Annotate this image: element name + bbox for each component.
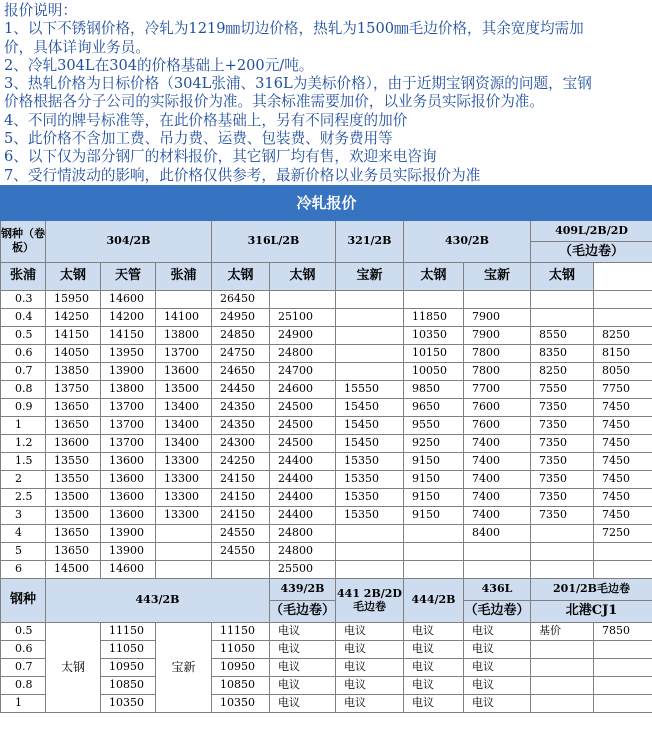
price-cell bbox=[156, 542, 212, 560]
price-cell: 7350 bbox=[531, 452, 594, 470]
note-line: 价，具体详询业务员。 bbox=[4, 38, 150, 56]
note-line: 5、此价格不含加工费、吊力费、运费、包装费、财务费用等 bbox=[4, 130, 393, 148]
price-cell: 13400 bbox=[156, 416, 212, 434]
note-line: 报价说明： bbox=[4, 2, 77, 19]
price-cell: 10150 bbox=[404, 344, 464, 362]
price-cell bbox=[594, 676, 652, 694]
price-cell: 7450 bbox=[594, 398, 652, 416]
note-line: 2、冷轧304L在304的价格基础上+200元/吨。 bbox=[4, 56, 314, 74]
price-cell: 7350 bbox=[531, 488, 594, 506]
table-row bbox=[1, 452, 652, 470]
price-cell: 基价 bbox=[531, 622, 594, 640]
price-cell: 10350 bbox=[101, 694, 156, 712]
price-cell: 电议 bbox=[336, 640, 404, 658]
price-cell: 11150 bbox=[101, 622, 156, 640]
price-cell: 14600 bbox=[101, 560, 156, 578]
grade-441: 441 2B/2D 毛边卷 bbox=[336, 578, 404, 622]
price-cell: 8250 bbox=[531, 362, 594, 380]
price-cell: 电议 bbox=[464, 658, 531, 676]
price-cell: 电议 bbox=[404, 640, 464, 658]
price-cell: 9650 bbox=[404, 398, 464, 416]
grade-436: 436L bbox=[464, 578, 531, 600]
table-row bbox=[1, 560, 652, 578]
price-cell bbox=[594, 560, 652, 578]
mill-header: 太钢 bbox=[212, 262, 270, 290]
price-cell: 7600 bbox=[464, 398, 531, 416]
price-cell: 15350 bbox=[336, 470, 404, 488]
price-cell: 24850 bbox=[212, 326, 270, 344]
price-cell: 电议 bbox=[404, 694, 464, 712]
price-cell: 13400 bbox=[156, 398, 212, 416]
price-cell bbox=[594, 290, 652, 308]
price-cell: 14500 bbox=[46, 560, 101, 578]
price-cell: 7400 bbox=[464, 434, 531, 452]
price-cell: 13500 bbox=[46, 488, 101, 506]
price-cell bbox=[270, 290, 336, 308]
table-row bbox=[1, 308, 652, 326]
price-cell: 24800 bbox=[270, 542, 336, 560]
price-cell: 25100 bbox=[270, 308, 336, 326]
price-cell: 10050 bbox=[404, 362, 464, 380]
price-cell: 9150 bbox=[404, 488, 464, 506]
price-cell: 电议 bbox=[270, 658, 336, 676]
price-cell: 13700 bbox=[101, 398, 156, 416]
price-cell: 7800 bbox=[464, 362, 531, 380]
price-cell bbox=[464, 542, 531, 560]
table-row bbox=[1, 524, 652, 542]
price-cell: 24300 bbox=[212, 434, 270, 452]
note-line: 6、以下仅为部分钢厂的材料报价，其它钢厂均有售，欢迎来电咨询 bbox=[4, 148, 437, 166]
mill-header: 太钢 bbox=[270, 262, 336, 290]
price-cell bbox=[336, 326, 404, 344]
thickness-cell: 0.5 bbox=[1, 326, 46, 344]
price-cell: 14600 bbox=[101, 290, 156, 308]
notes bbox=[0, 0, 652, 185]
price-cell: 电议 bbox=[336, 658, 404, 676]
grade-label: 钢种（卷板） bbox=[1, 220, 46, 262]
price-cell: 8550 bbox=[531, 326, 594, 344]
table-row bbox=[1, 290, 652, 308]
mill-label: 宝新 bbox=[156, 622, 212, 712]
price-cell bbox=[156, 290, 212, 308]
price-cell: 13900 bbox=[101, 524, 156, 542]
price-cell: 9150 bbox=[404, 506, 464, 524]
price-cell: 9850 bbox=[404, 380, 464, 398]
price-cell: 9250 bbox=[404, 434, 464, 452]
price-cell: 24400 bbox=[270, 452, 336, 470]
price-cell: 7450 bbox=[594, 416, 652, 434]
price-cell: 13650 bbox=[46, 398, 101, 416]
price-cell: 24250 bbox=[212, 452, 270, 470]
price-cell: 24450 bbox=[212, 380, 270, 398]
note-line: 价格根据各分子公司的实际报价为准。其余标准需要加价，以业务员实际报价为准。 bbox=[4, 93, 544, 111]
thickness-cell: 4 bbox=[1, 524, 46, 542]
price-cell bbox=[531, 560, 594, 578]
price-cell: 7400 bbox=[464, 452, 531, 470]
note-line: 3、热轧价格为日标价格（304L张浦、316L为美标价格），由于近期宝钢资源的问题，宝钢 bbox=[4, 75, 592, 93]
thickness-cell: 6 bbox=[1, 560, 46, 578]
price-cell: 7350 bbox=[531, 506, 594, 524]
price-cell: 13900 bbox=[101, 542, 156, 560]
price-cell: 24800 bbox=[270, 524, 336, 542]
price-cell bbox=[531, 542, 594, 560]
table-row bbox=[1, 416, 652, 434]
mill-header: 宝新 bbox=[336, 262, 404, 290]
price-cell: 8400 bbox=[464, 524, 531, 542]
price-cell bbox=[594, 640, 652, 658]
price-cell bbox=[156, 560, 212, 578]
table-row bbox=[1, 362, 652, 380]
price-cell: 7900 bbox=[464, 308, 531, 326]
price-cell: 电议 bbox=[464, 640, 531, 658]
thickness-cell: 1 bbox=[1, 416, 46, 434]
price-cell: 13650 bbox=[46, 524, 101, 542]
price-cell bbox=[531, 308, 594, 326]
price-cell: 14200 bbox=[101, 308, 156, 326]
price-cell: 8150 bbox=[594, 344, 652, 362]
price-cell: 7400 bbox=[464, 470, 531, 488]
price-cell: 15950 bbox=[46, 290, 101, 308]
thickness-cell: 0.8 bbox=[1, 380, 46, 398]
price-cell: 7450 bbox=[594, 470, 652, 488]
price-cell: 电议 bbox=[464, 622, 531, 640]
price-cell: 电议 bbox=[270, 676, 336, 694]
mill-header: 太钢 bbox=[46, 262, 101, 290]
price-cell: 24400 bbox=[270, 506, 336, 524]
thickness-cell: 0.9 bbox=[1, 398, 46, 416]
price-cell: 10950 bbox=[101, 658, 156, 676]
mill-label: 太钢 bbox=[46, 622, 101, 712]
grade-444: 444/2B bbox=[404, 578, 464, 622]
mill-header: 太钢 bbox=[404, 262, 464, 290]
thickness-cell: 0.8 bbox=[1, 676, 46, 694]
price-cell: 电议 bbox=[404, 676, 464, 694]
price-cell: 13400 bbox=[156, 434, 212, 452]
note-line: 7、受行情波动的影响，此价格仅供参考，最新价格以业务员实际报价为准 bbox=[4, 166, 481, 184]
price-cell bbox=[336, 362, 404, 380]
mill-header: 天管 bbox=[101, 262, 156, 290]
price-cell bbox=[404, 560, 464, 578]
price-cell: 7600 bbox=[464, 416, 531, 434]
price-cell: 24550 bbox=[212, 524, 270, 542]
price-cell: 13800 bbox=[156, 326, 212, 344]
price-cell: 13700 bbox=[101, 434, 156, 452]
grade-409: 409L/2B/2D bbox=[531, 220, 652, 241]
price-cell: 24650 bbox=[212, 362, 270, 380]
price-cell: 14250 bbox=[46, 308, 101, 326]
price-cell: 24950 bbox=[212, 308, 270, 326]
price-cell bbox=[594, 658, 652, 676]
thickness-cell: 0.7 bbox=[1, 658, 46, 676]
price-cell: 电议 bbox=[270, 640, 336, 658]
table-row bbox=[1, 506, 652, 524]
table-title: 冷轧报价 bbox=[1, 185, 652, 220]
price-cell: 13650 bbox=[46, 542, 101, 560]
price-cell: 15350 bbox=[336, 488, 404, 506]
price-cell: 13800 bbox=[101, 380, 156, 398]
thickness-cell: 0.6 bbox=[1, 344, 46, 362]
price-cell bbox=[531, 694, 594, 712]
price-cell: 电议 bbox=[336, 694, 404, 712]
price-cell: 25500 bbox=[270, 560, 336, 578]
mill-header: 张浦 bbox=[1, 262, 46, 290]
thickness-cell: 2.5 bbox=[1, 488, 46, 506]
price-cell: 24550 bbox=[212, 542, 270, 560]
price-cell: 13700 bbox=[101, 416, 156, 434]
thickness-cell: 0.4 bbox=[1, 308, 46, 326]
price-cell: 24400 bbox=[270, 470, 336, 488]
thickness-cell: 0.6 bbox=[1, 640, 46, 658]
price-cell: 7350 bbox=[531, 398, 594, 416]
price-cell: 电议 bbox=[404, 658, 464, 676]
price-cell: 13550 bbox=[46, 452, 101, 470]
price-cell bbox=[531, 658, 594, 676]
price-cell: 11050 bbox=[212, 640, 270, 658]
table-row bbox=[1, 326, 652, 344]
price-cell: 电议 bbox=[270, 622, 336, 640]
price-cell: 14150 bbox=[46, 326, 101, 344]
thickness-cell: 3 bbox=[1, 506, 46, 524]
grade-430: 430/2B bbox=[404, 220, 531, 262]
price-cell: 15450 bbox=[336, 416, 404, 434]
price-cell: 24500 bbox=[270, 416, 336, 434]
table-row bbox=[1, 398, 652, 416]
price-cell: 15350 bbox=[336, 506, 404, 524]
price-cell: 13600 bbox=[101, 506, 156, 524]
price-cell: 10850 bbox=[212, 676, 270, 694]
price-cell: 14050 bbox=[46, 344, 101, 362]
price-cell: 13750 bbox=[46, 380, 101, 398]
price-cell: 7450 bbox=[594, 452, 652, 470]
grade-316: 316L/2B bbox=[212, 220, 336, 262]
price-cell bbox=[531, 676, 594, 694]
price-cell: 10950 bbox=[212, 658, 270, 676]
price-cell: 24600 bbox=[270, 380, 336, 398]
price-cell bbox=[594, 542, 652, 560]
price-cell: 8250 bbox=[594, 326, 652, 344]
price-cell bbox=[336, 542, 404, 560]
thickness-cell: 0.5 bbox=[1, 622, 46, 640]
price-cell: 24500 bbox=[270, 398, 336, 416]
price-cell bbox=[404, 524, 464, 542]
price-cell bbox=[531, 640, 594, 658]
price-cell: 电议 bbox=[336, 676, 404, 694]
price-cell bbox=[594, 308, 652, 326]
price-cell: 13850 bbox=[46, 362, 101, 380]
price-cell: 电议 bbox=[270, 694, 336, 712]
price-cell: 7350 bbox=[531, 434, 594, 452]
grade-409-sub: （毛边卷） bbox=[531, 241, 652, 262]
price-cell: 9550 bbox=[404, 416, 464, 434]
table-row bbox=[1, 380, 652, 398]
price-cell: 13300 bbox=[156, 506, 212, 524]
thickness-cell: 1 bbox=[1, 694, 46, 712]
price-cell: 15450 bbox=[336, 434, 404, 452]
price-cell bbox=[336, 524, 404, 542]
thickness-cell: 1.2 bbox=[1, 434, 46, 452]
price-cell: 14100 bbox=[156, 308, 212, 326]
grade-201: 201/2B毛边卷 bbox=[531, 578, 652, 600]
grade-321: 321/2B bbox=[336, 220, 404, 262]
price-cell: 24900 bbox=[270, 326, 336, 344]
price-cell: 13600 bbox=[156, 362, 212, 380]
price-cell bbox=[531, 524, 594, 542]
price-cell bbox=[404, 290, 464, 308]
price-cell: 10350 bbox=[212, 694, 270, 712]
mill-header: 太钢 bbox=[531, 262, 594, 290]
thickness-cell: 2 bbox=[1, 470, 46, 488]
price-cell: 7450 bbox=[594, 488, 652, 506]
price-cell: 电议 bbox=[464, 676, 531, 694]
price-cell: 7450 bbox=[594, 434, 652, 452]
price-cell: 电议 bbox=[464, 694, 531, 712]
price-cell: 24350 bbox=[212, 398, 270, 416]
price-cell: 13600 bbox=[101, 488, 156, 506]
price-cell bbox=[594, 694, 652, 712]
price-cell: 11050 bbox=[101, 640, 156, 658]
price-cell: 24500 bbox=[270, 434, 336, 452]
price-cell: 24150 bbox=[212, 488, 270, 506]
price-cell: 13700 bbox=[156, 344, 212, 362]
price-cell: 8050 bbox=[594, 362, 652, 380]
price-cell: 10350 bbox=[404, 326, 464, 344]
table-row bbox=[1, 344, 652, 362]
price-cell: 14150 bbox=[101, 326, 156, 344]
price-cell: 7350 bbox=[531, 416, 594, 434]
price-cell: 电议 bbox=[404, 622, 464, 640]
price-cell: 24400 bbox=[270, 488, 336, 506]
price-cell: 13300 bbox=[156, 470, 212, 488]
mill-header: 张浦 bbox=[156, 262, 212, 290]
price-cell: 7700 bbox=[464, 380, 531, 398]
price-cell: 9150 bbox=[404, 452, 464, 470]
price-cell: 13500 bbox=[156, 380, 212, 398]
grade-439: 439/2B bbox=[270, 578, 336, 600]
price-cell: 8350 bbox=[531, 344, 594, 362]
price-cell bbox=[156, 524, 212, 542]
table-row bbox=[1, 470, 652, 488]
price-table bbox=[0, 185, 652, 713]
price-cell: 13500 bbox=[46, 506, 101, 524]
price-cell bbox=[404, 542, 464, 560]
sec2-grade-label: 钢种 bbox=[1, 578, 46, 622]
table-row bbox=[1, 542, 652, 560]
price-cell: 13550 bbox=[46, 470, 101, 488]
price-cell: 7250 bbox=[594, 524, 652, 542]
price-cell: 9150 bbox=[404, 470, 464, 488]
price-cell bbox=[336, 344, 404, 362]
price-cell: 15550 bbox=[336, 380, 404, 398]
price-cell: 13650 bbox=[46, 416, 101, 434]
note-line: 1、以下不锈钢价格，冷轧为1219㎜切边价格，热轧为1500㎜毛边价格，其余宽度均需加 bbox=[4, 20, 584, 38]
price-cell: 7400 bbox=[464, 488, 531, 506]
grade-443: 443/2B bbox=[46, 578, 270, 622]
price-cell bbox=[336, 308, 404, 326]
price-cell: 26450 bbox=[212, 290, 270, 308]
thickness-cell: 1.5 bbox=[1, 452, 46, 470]
grade-304: 304/2B bbox=[46, 220, 212, 262]
price-cell: 13600 bbox=[101, 452, 156, 470]
price-cell: 电议 bbox=[336, 622, 404, 640]
price-cell: 7550 bbox=[531, 380, 594, 398]
price-cell: 11850 bbox=[404, 308, 464, 326]
price-cell: 7750 bbox=[594, 380, 652, 398]
thickness-cell: 0.3 bbox=[1, 290, 46, 308]
thickness-cell: 5 bbox=[1, 542, 46, 560]
price-cell: 13600 bbox=[46, 434, 101, 452]
note-line: 4、不同的牌号标准等，在此价格基础上，另有不同程度的加价 bbox=[4, 111, 408, 129]
price-cell: 15450 bbox=[336, 398, 404, 416]
price-cell: 7350 bbox=[531, 470, 594, 488]
price-cell bbox=[336, 290, 404, 308]
price-cell: 24800 bbox=[270, 344, 336, 362]
table-row bbox=[1, 488, 652, 506]
price-cell: 7450 bbox=[594, 506, 652, 524]
price-cell: 13600 bbox=[101, 470, 156, 488]
grade-436-sub: （毛边卷） bbox=[464, 600, 531, 622]
price-cell: 24350 bbox=[212, 416, 270, 434]
price-cell: 7900 bbox=[464, 326, 531, 344]
price-cell bbox=[531, 290, 594, 308]
table-row bbox=[1, 622, 652, 640]
price-cell: 13300 bbox=[156, 452, 212, 470]
price-cell bbox=[464, 290, 531, 308]
price-cell: 13300 bbox=[156, 488, 212, 506]
price-cell: 24150 bbox=[212, 506, 270, 524]
price-cell: 7400 bbox=[464, 506, 531, 524]
price-cell: 24700 bbox=[270, 362, 336, 380]
price-cell: 24750 bbox=[212, 344, 270, 362]
price-cell bbox=[336, 560, 404, 578]
grade-439-sub: （毛边卷） bbox=[270, 600, 336, 622]
mill-header: 宝新 bbox=[464, 262, 531, 290]
table-row bbox=[1, 434, 652, 452]
price-cell: 13950 bbox=[101, 344, 156, 362]
price-cell: 11150 bbox=[212, 622, 270, 640]
price-cell: 24150 bbox=[212, 470, 270, 488]
grade-201-sub: 北港CJ1 bbox=[531, 600, 652, 622]
price-cell: 13900 bbox=[101, 362, 156, 380]
price-cell bbox=[212, 560, 270, 578]
price-cell: 7850 bbox=[594, 622, 652, 640]
price-cell: 7800 bbox=[464, 344, 531, 362]
price-cell: 10850 bbox=[101, 676, 156, 694]
thickness-cell: 0.7 bbox=[1, 362, 46, 380]
price-cell: 15350 bbox=[336, 452, 404, 470]
price-cell bbox=[464, 560, 531, 578]
